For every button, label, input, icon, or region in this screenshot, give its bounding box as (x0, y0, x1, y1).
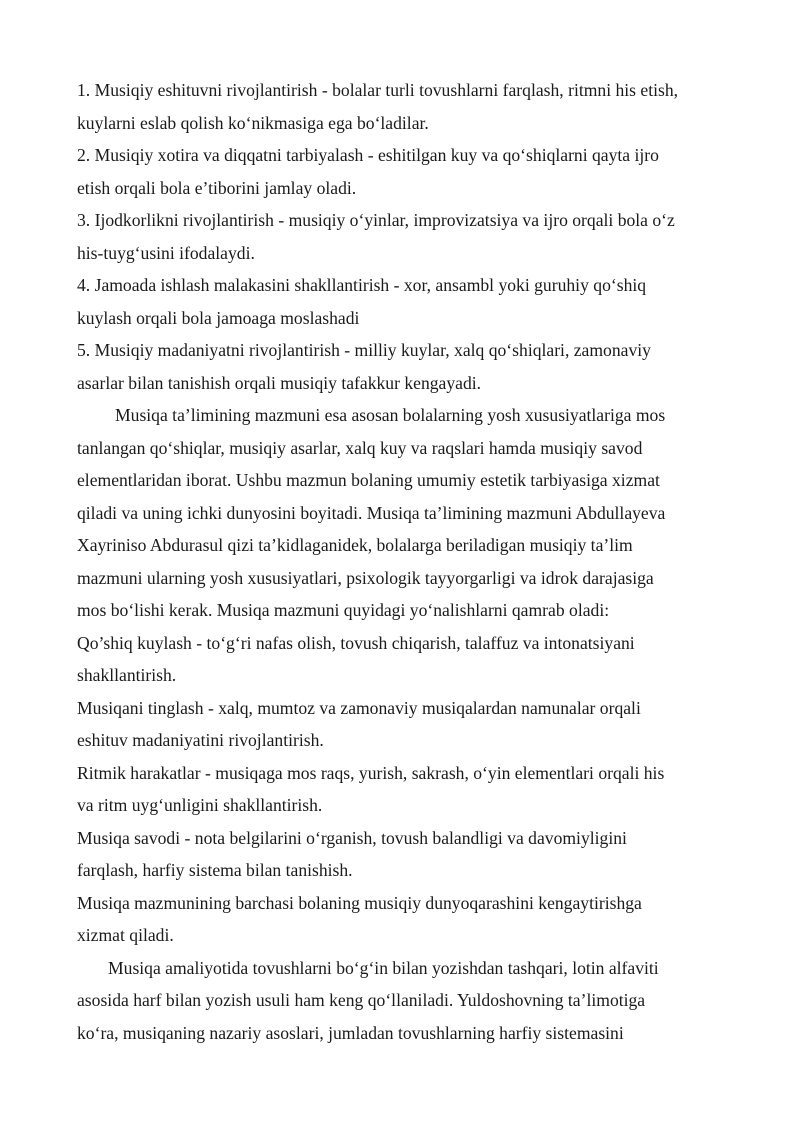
direction-rhythm-line-1: Ritmik harakatlar - musiqaga mos raqs, yurish, sakrash, o‘yin elementlari orqali his (77, 762, 665, 783)
direction-listening-line-1: Musiqani tinglash - xalq, mumtoz va zamonaviy musiqalardan namunalar orqali (77, 697, 641, 718)
paragraph-content-line-5: Xayriniso Abdurasul qizi ta’kidlaganidek, bolalarga beriladigan musiqiy ta’lim (77, 535, 633, 555)
direction-rhythm-line-2: va ritm uyg‘unligini shakllantirish. (77, 795, 323, 815)
list-item-5-line-1: 5. Musiqiy madaniyatni rivojlantirish - milliy kuylar, xalq qo‘shiqlari, zamonaviy (77, 340, 651, 360)
direction-singing-line-2: shakllantirish. (77, 665, 177, 685)
list-item-1-line-2: kuylarni eslab qolish ko‘nikmasiga ega bo‘ladilar. (77, 112, 429, 133)
list-item-3-line-1: 3. Ijodkorlikni rivojlantirish - musiqiy o‘yinlar, improvizatsiya va ijro orqali bola o‘z (77, 210, 675, 230)
list-item-3-line-2: his-tuyg‘usini ifodalaydi. (77, 242, 255, 263)
direction-literacy-line-1: Musiqa savodi - nota belgilarini o‘rganish, tovush balandligi va davomiyligini (77, 827, 627, 848)
paragraph-practice-line-2: asosida harf bilan yozish usuli ham keng qo‘llaniladi. Yuldoshovning ta’limotiga (77, 990, 646, 1010)
list-item-2-line-2: etish orqali bola e’tiborini jamlay oladi. (77, 177, 357, 198)
paragraph-content-line-7: mos bo‘lishi kerak. Musiqa mazmuni quyidagi yo‘nalishlarni qamrab oladi: (77, 600, 610, 620)
document-body (77, 74, 727, 1049)
list-item-5-line-2: asarlar bilan tanishish orqali musiqiy tafakkur kengayadi. (77, 372, 482, 393)
paragraph-content-line-3: elementlaridan iborat. Ushbu mazmun bolaning umumiy estetik tarbiyasiga xizmat (77, 470, 660, 490)
paragraph-content-line-2: tanlangan qo‘shiqlar, musiqiy asarlar, xalq kuy va raqslari hamda musiqiy savod (77, 437, 643, 458)
paragraph-content-line-1: Musiqa ta’limining mazmuni esa asosan bolalarning yosh xususiyatlariga mos (115, 405, 666, 425)
list-item-4-line-2: kuylash orqali bola jamoaga moslashadi (77, 307, 360, 328)
paragraph-content-line-6: mazmuni ularning yosh xususiyatlari, psixologik tayyorgarligi va idrok darajasiga (77, 567, 654, 588)
summary-line-2: xizmat qiladi. (77, 925, 174, 945)
list-item-4-line-1: 4. Jamoada ishlash malakasini shakllantirish - xor, ansambl yoki guruhiy qo‘shiq (77, 275, 647, 295)
list-item-2-line-1: 2. Musiqiy xotira va diqqatni tarbiyalash - eshitilgan kuy va qo‘shiqlarni qayta ijro (77, 145, 659, 165)
paragraph-practice-line-3: ko‘ra, musiqaning nazariy asoslari, jumladan tovushlarning harfiy sistemasini (77, 1022, 624, 1043)
direction-singing-line-1: Qo’shiq kuylash - to‘g‘ri nafas olish, tovush chiqarish, talaffuz va intonatsiyani (77, 632, 635, 653)
direction-literacy-line-2: farqlash, harfiy sistema bilan tanishish. (77, 860, 353, 880)
paragraph-practice-line-1: Musiqa amaliyotida tovushlarni bo‘g‘in bilan yozishdan tashqari, lotin alfaviti (108, 957, 659, 978)
direction-listening-line-2: eshituv madaniyatini rivojlantirish. (77, 730, 324, 750)
paragraph-content-line-4: qiladi va uning ichki dunyosini boyitadi. Musiqa ta’limining mazmuni Abdullayeva (77, 502, 666, 523)
summary-line-1: Musiqa mazmunining barchasi bolaning musiqiy dunyoqarashini kengaytirishga (77, 892, 642, 913)
list-item-1-line-1: 1. Musiqiy eshituvni rivojlantirish - bolalar turli tovushlarni farqlash, ritmni his etish, (77, 80, 679, 100)
